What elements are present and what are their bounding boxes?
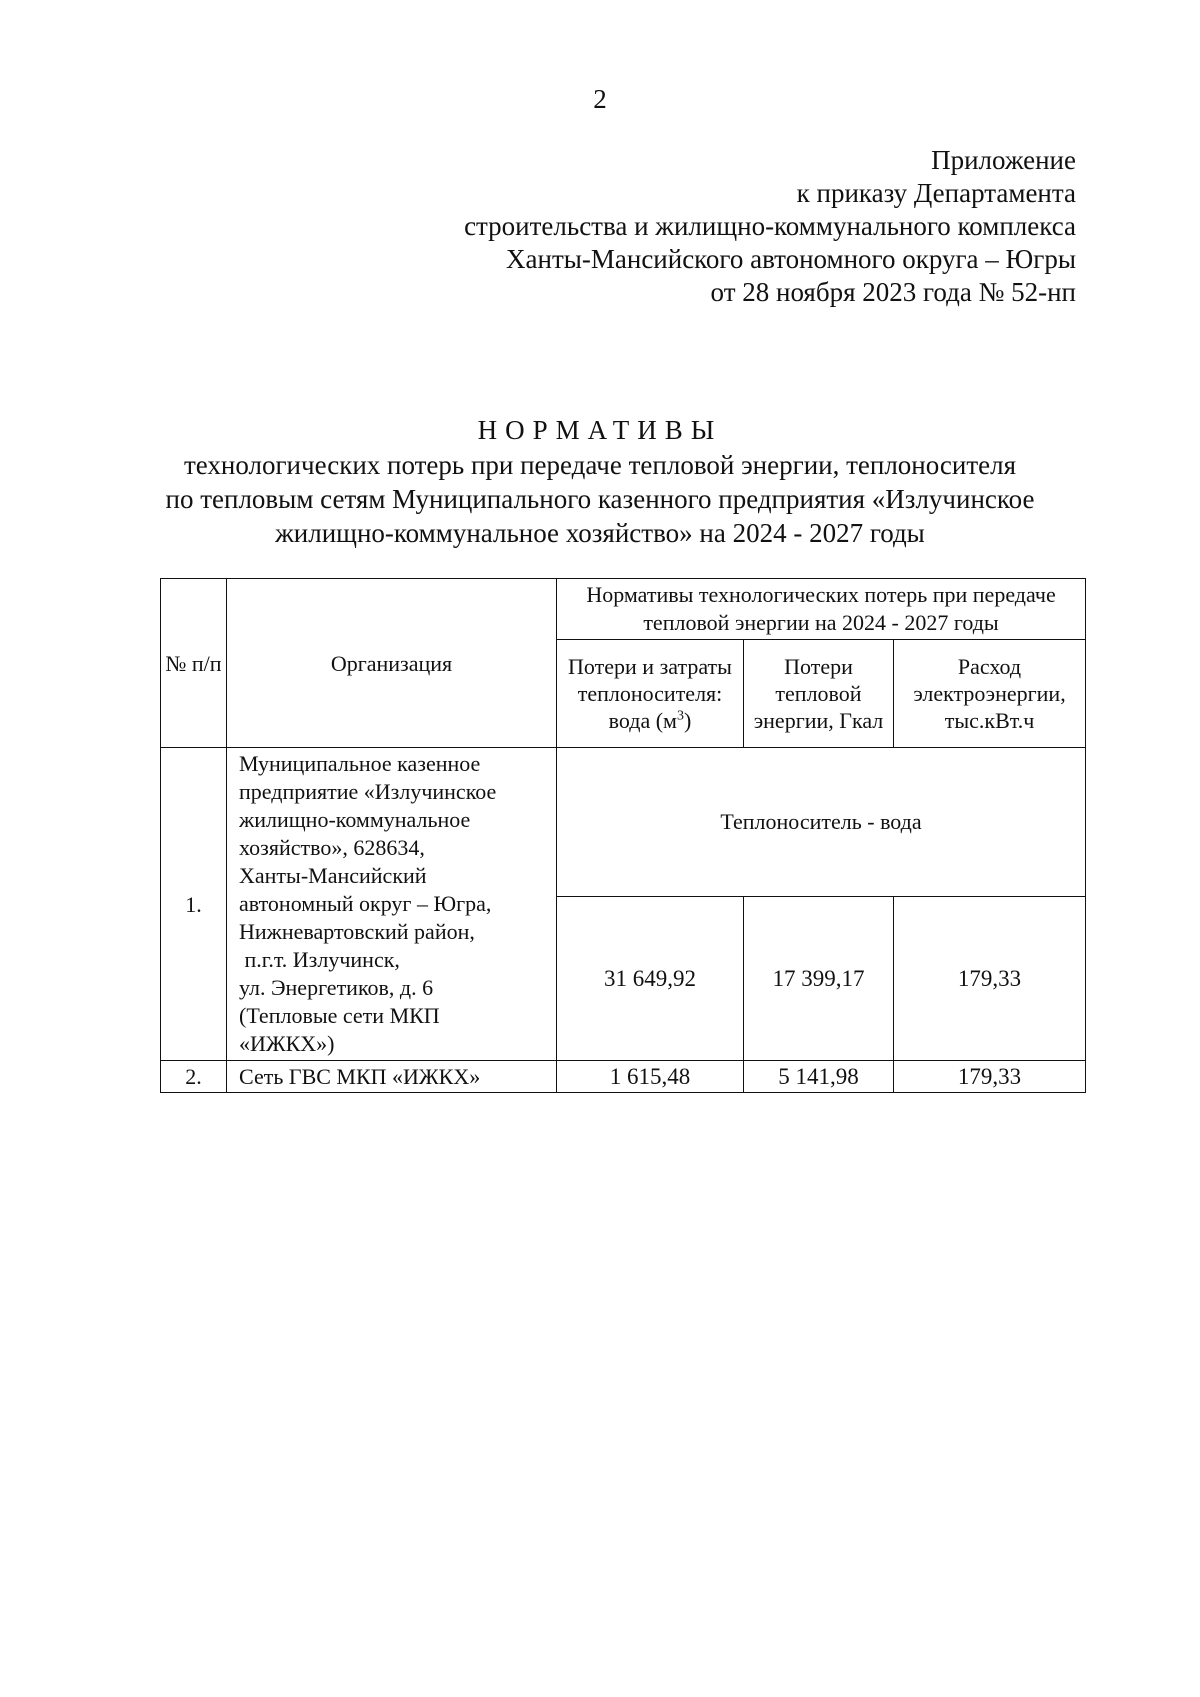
organization-line: Ханты-Мансийский (239, 863, 427, 888)
header-heat: Потери тепловой энергии, Гкал (744, 640, 894, 748)
page-number: 2 (593, 84, 607, 114)
row-medium: Теплоноситель - вода (557, 748, 1086, 897)
table-row (161, 1061, 1086, 1093)
appendix-line: от 28 ноября 2023 года № 52-нп (710, 277, 1076, 307)
row-electricity: 179,33 (894, 1061, 1086, 1093)
header-norms-group: Нормативы технологических потерь при передаче тепловой энергии на 2024 - 2027 годы (557, 579, 1086, 640)
subtitle-line: по тепловым сетям Муниципального казенного предприятия «Излучинское (165, 484, 1035, 514)
header-organization: Организация (227, 579, 557, 748)
header-water-close: ) (683, 708, 692, 733)
row-heat: 5 141,98 (744, 1061, 894, 1093)
organization-line: автономный округ – Югра, (239, 891, 492, 916)
organization-line: ул. Энергетиков, д. 6 (239, 975, 434, 1000)
row-heat: 17 399,17 (744, 896, 894, 1060)
appendix-line: строительства и жилищно-коммунального комплекса (464, 211, 1076, 241)
organization-line: жилищно-коммунальное (239, 807, 471, 832)
appendix-line: Ханты-Мансийского автономного округа – Югры (506, 244, 1076, 274)
header-electricity: Расход электроэнергии, тыс.кВт.ч (894, 640, 1086, 748)
subtitle-line: технологических потерь при передаче тепловой энергии, теплоносителя (183, 450, 1017, 480)
header-num (161, 579, 227, 748)
appendix-line: Приложение (931, 145, 1076, 175)
row-organization: Сеть ГВС МКП «ИЖКХ» (227, 1061, 557, 1093)
organization-line: (Тепловые сети МКП (239, 1003, 440, 1028)
row-num: 2. (161, 1061, 227, 1093)
organization-line: п.г.т. Излучинск, (239, 947, 400, 972)
organization-line: предприятие «Излучинское (239, 779, 497, 804)
header-water-sup: 3 (676, 708, 684, 724)
table-row (161, 748, 1086, 897)
organization-line: «ИЖКХ») (239, 1031, 335, 1056)
norms-table (160, 578, 1086, 1093)
appendix-block (316, 144, 1076, 309)
organization-line: Муниципальное казенное (239, 751, 481, 776)
table-header-row (161, 579, 1086, 640)
row-water: 31 649,92 (557, 896, 744, 1060)
row-electricity: 179,33 (894, 896, 1086, 1060)
organization-line: хозяйство», 628634, (239, 835, 425, 860)
document-title: НОРМАТИВЫ (477, 415, 723, 445)
organization-line: Нижневартовский район, (239, 919, 475, 944)
subtitle-line: жилищно-коммунальное хозяйство» на 2024 - 2027 годы (275, 518, 925, 548)
header-water (557, 640, 744, 748)
appendix-line: к приказу Департамента (796, 178, 1076, 208)
row-num: 1. (161, 748, 227, 1061)
header-num-text: № п/п (165, 650, 222, 676)
row-water: 1 615,48 (557, 1061, 744, 1093)
document-subtitle (100, 448, 1100, 550)
header-water-text: Потери и затраты теплоносителя: вода (м (568, 654, 732, 733)
row-organization (227, 748, 557, 1061)
